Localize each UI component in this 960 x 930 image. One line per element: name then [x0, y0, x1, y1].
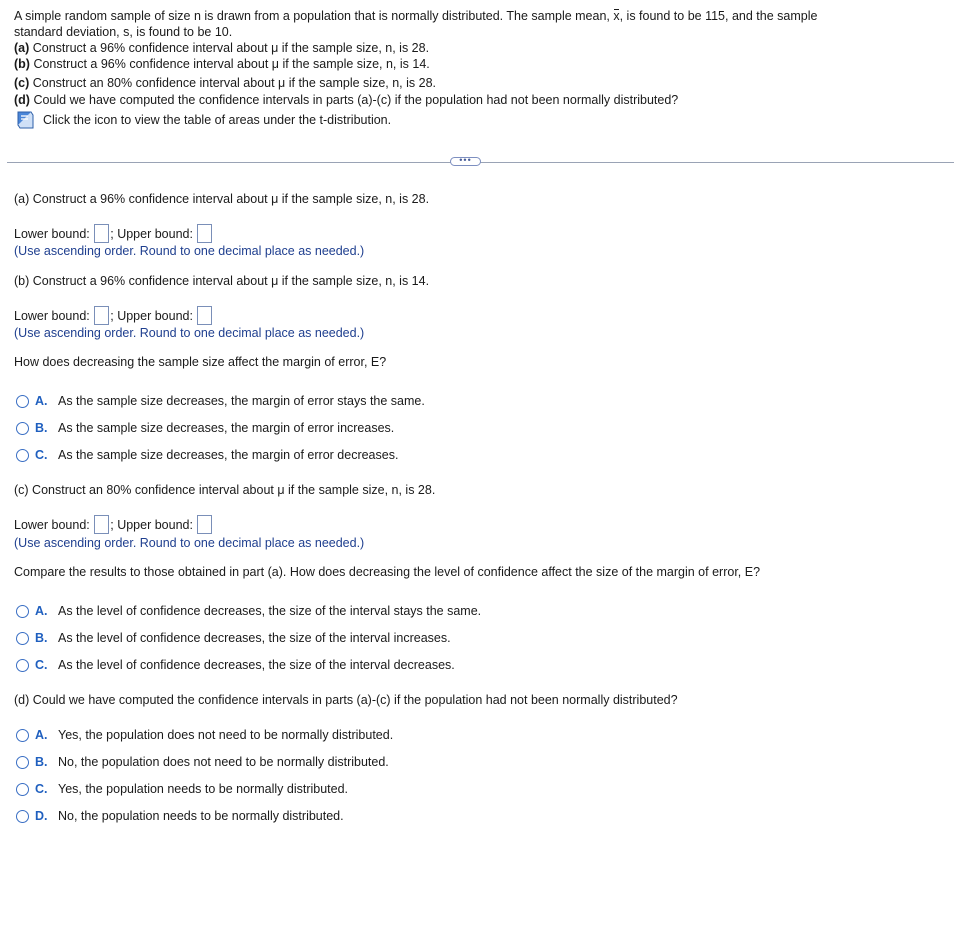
part-label: (b) — [14, 57, 30, 71]
option-letter: A. — [35, 394, 48, 408]
part-text: Could we have computed the confidence intervals in parts (a)-(c) if the population had not been normally distributed? — [29, 93, 679, 107]
option-letter: A. — [35, 604, 48, 618]
upper-bound-input[interactable] — [197, 306, 212, 325]
option-letter: B. — [35, 755, 48, 769]
part-b-followup: How does decreasing the sample size affect the margin of error, E? — [14, 355, 387, 369]
option-letter: C. — [35, 658, 48, 672]
sample-mean-symbol: x — [613, 9, 620, 23]
part-text: Construct a 96% confidence interval about μ if the sample size, n, is 14. — [29, 57, 430, 71]
part-label: (a) — [14, 41, 30, 55]
lower-bound-label: Lower bound: — [14, 227, 90, 241]
part-text: Construct an 80% confidence interval about μ if the sample size, n, is 28. — [29, 76, 437, 90]
part-d-option-b-radio[interactable] — [16, 756, 29, 769]
problem-part-c — [14, 76, 436, 90]
part-d-option-a-radio[interactable] — [16, 729, 29, 742]
part-c-option-c-radio[interactable] — [16, 659, 29, 672]
part-d-option-a-text[interactable]: Yes, the population does not need to be normally distributed. — [58, 728, 394, 742]
part-d-option-d-radio[interactable] — [16, 810, 29, 823]
part-d-question: (d) Could we have computed the confidence intervals in parts (a)-(c) if the population had not been normally distributed? — [14, 693, 678, 707]
part-c-option-b-text[interactable]: As the level of confidence decreases, the size of the interval increases. — [58, 631, 451, 645]
lower-bound-input[interactable] — [94, 224, 109, 243]
option-letter: C. — [35, 782, 48, 796]
part-c-option-a-radio[interactable] — [16, 605, 29, 618]
part-b-answer-row — [14, 306, 213, 325]
upper-bound-label: ; Upper bound: — [110, 309, 193, 323]
part-a-hint: (Use ascending order. Round to one decimal place as needed.) — [14, 244, 365, 258]
part-c-question: (c) Construct an 80% confidence interval about μ if the sample size, n, is 28. — [14, 483, 436, 497]
part-b-option-b-text[interactable]: As the sample size decreases, the margin of error increases. — [58, 421, 395, 435]
lower-bound-label: Lower bound: — [14, 309, 90, 323]
part-d-option-c-text[interactable]: Yes, the population needs to be normally distributed. — [58, 782, 349, 796]
option-letter: A. — [35, 728, 48, 742]
lower-bound-label: Lower bound: — [14, 518, 90, 532]
part-c-followup: Compare the results to those obtained in part (a). How does decreasing the level of confidence affect the size of the margin of error, E? — [14, 565, 761, 579]
part-c-answer-row — [14, 515, 213, 534]
upper-bound-input[interactable] — [197, 224, 212, 243]
option-letter: C. — [35, 448, 48, 462]
problem-text-a: A simple random sample of size n is drawn from a population that is normally distributed. The sample mean, — [14, 9, 614, 23]
t-table-link-text[interactable]: Click the icon to view the table of areas under the t-distribution. — [43, 113, 392, 127]
lower-bound-input[interactable] — [94, 515, 109, 534]
problem-part-b — [14, 57, 430, 71]
part-a-answer-row — [14, 224, 213, 243]
part-c-hint: (Use ascending order. Round to one decimal place as needed.) — [14, 536, 365, 550]
part-b-option-c-radio[interactable] — [16, 449, 29, 462]
part-label: (d) — [14, 93, 30, 107]
problem-text-b: , is found to be 115, and the sample — [619, 9, 818, 23]
part-b-option-a-text[interactable]: As the sample size decreases, the margin of error stays the same. — [58, 394, 425, 408]
upper-bound-label: ; Upper bound: — [110, 227, 193, 241]
upper-bound-label: ; Upper bound: — [110, 518, 193, 532]
problem-line-2: standard deviation, s, is found to be 10. — [14, 25, 233, 39]
part-d-option-d-text[interactable]: No, the population needs to be normally distributed. — [58, 809, 344, 823]
option-letter: D. — [35, 809, 48, 823]
upper-bound-input[interactable] — [197, 515, 212, 534]
part-b-question: (b) Construct a 96% confidence interval about μ if the sample size, n, is 14. — [14, 274, 430, 288]
book-icon[interactable] — [15, 110, 37, 129]
part-d-option-b-text[interactable]: No, the population does not need to be normally distributed. — [58, 755, 389, 769]
problem-part-d — [14, 93, 678, 107]
part-c-option-c-text[interactable]: As the level of confidence decreases, the size of the interval decreases. — [58, 658, 455, 672]
part-text: Construct a 96% confidence interval about μ if the sample size, n, is 28. — [29, 41, 430, 55]
problem-part-a — [14, 41, 429, 55]
part-label: (c) — [14, 76, 30, 90]
problem-line-1 — [14, 9, 817, 23]
part-c-option-b-radio[interactable] — [16, 632, 29, 645]
part-b-option-a-radio[interactable] — [16, 395, 29, 408]
part-b-hint: (Use ascending order. Round to one decimal place as needed.) — [14, 326, 365, 340]
part-b-option-b-radio[interactable] — [16, 422, 29, 435]
part-b-option-c-text[interactable]: As the sample size decreases, the margin of error decreases. — [58, 448, 399, 462]
part-a-question: (a) Construct a 96% confidence interval about μ if the sample size, n, is 28. — [14, 192, 430, 206]
part-c-option-a-text[interactable]: As the level of confidence decreases, the size of the interval stays the same. — [58, 604, 482, 618]
option-letter: B. — [35, 421, 48, 435]
expand-more-button[interactable]: ••• — [450, 157, 481, 166]
lower-bound-input[interactable] — [94, 306, 109, 325]
part-d-option-c-radio[interactable] — [16, 783, 29, 796]
option-letter: B. — [35, 631, 48, 645]
